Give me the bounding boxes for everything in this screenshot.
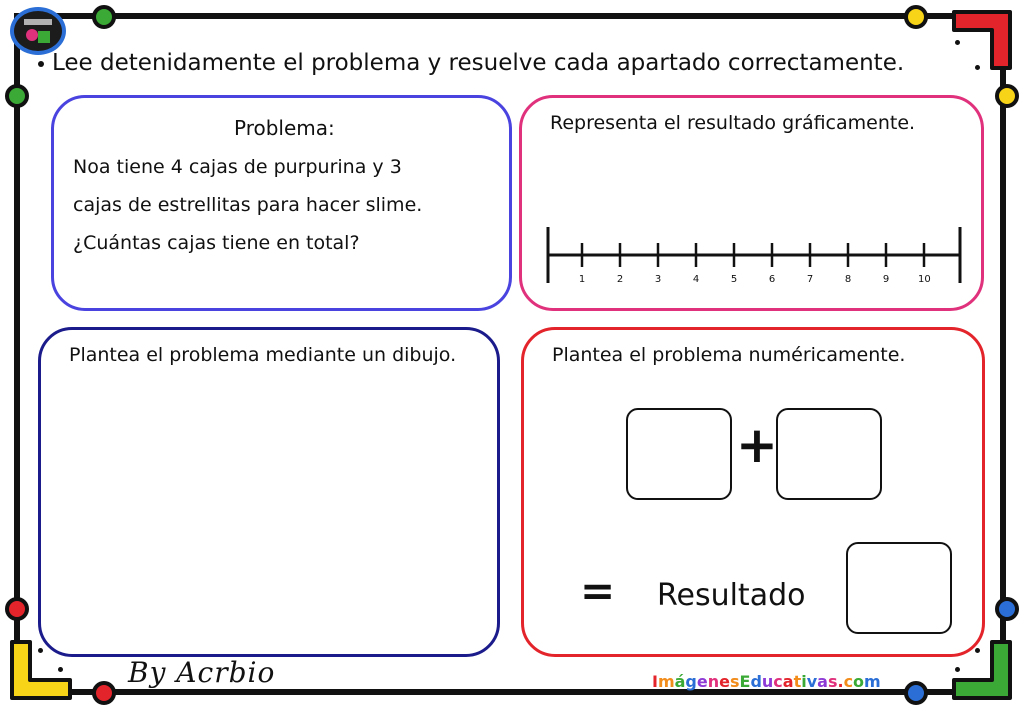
site-letter: e — [696, 672, 708, 691]
number-line-tick-label: 3 — [654, 274, 662, 285]
site-letter: a — [782, 672, 794, 691]
site-letter: á — [674, 672, 686, 691]
number-line-tick-label: 9 — [882, 274, 890, 285]
graph-panel — [519, 95, 984, 311]
decor-dot-blue-bottom — [904, 681, 928, 705]
decor-small-dot — [38, 648, 43, 653]
instruction-label: Lee detenidamente el problema y resuelve cada apartado correctamente. — [52, 50, 905, 76]
number-line — [544, 223, 964, 293]
site-letter: c — [843, 672, 854, 691]
site-letter: c — [773, 672, 783, 691]
number-line-tick-label: 10 — [918, 274, 931, 285]
site-letter: g — [685, 672, 697, 691]
problem-heading: Problema: — [234, 116, 335, 140]
decor-small-dot — [975, 648, 980, 653]
problem-line: ¿Cuántas cajas tiene en total? — [73, 232, 360, 254]
drawing-panel — [38, 327, 500, 657]
site-letter: s — [729, 672, 740, 691]
site-letter: m — [657, 672, 675, 691]
site-letter: n — [707, 672, 720, 691]
decor-dot-green-top — [92, 5, 116, 29]
site-letter: E — [739, 672, 751, 691]
site-letter: m — [864, 672, 881, 691]
decor-dot-yellow-top — [904, 5, 928, 29]
author-logo — [10, 7, 66, 55]
site-letter: . — [837, 672, 844, 691]
site-letter: v — [806, 672, 818, 691]
number-line-tick-label: 6 — [768, 274, 776, 285]
decor-dot-red-bottom — [92, 681, 116, 705]
decor-small-dot — [975, 65, 980, 70]
number-line-tick-label: 7 — [806, 274, 814, 285]
equals-sign: = — [580, 566, 616, 615]
decor-small-dot — [955, 40, 960, 45]
numeric-panel — [521, 327, 985, 657]
site-letter: d — [750, 672, 762, 691]
problem-panel — [51, 95, 512, 311]
site-letter: a — [817, 672, 828, 691]
decor-dot-red-left — [5, 597, 29, 621]
result-box[interactable] — [846, 542, 952, 634]
author-signature: By Acrbio — [128, 656, 276, 689]
site-letter: s — [827, 672, 838, 691]
number-line-tick-label: 8 — [844, 274, 852, 285]
problem-line: Noa tiene 4 cajas de purpurina y 3 — [73, 156, 402, 178]
bullet-icon — [38, 61, 44, 67]
decor-dot-green-left — [5, 84, 29, 108]
addend-box-2[interactable] — [776, 408, 882, 500]
decor-small-dot — [955, 667, 960, 672]
site-letter: o — [853, 672, 865, 691]
site-letter: t — [793, 672, 802, 691]
numeric-heading: Plantea el problema numéricamente. — [552, 344, 906, 366]
result-label: Resultado — [657, 578, 806, 613]
site-letter: e — [719, 672, 730, 691]
decor-small-dot — [58, 667, 63, 672]
site-letter: i — [801, 672, 807, 691]
site-letter: I — [652, 672, 658, 691]
graph-heading: Representa el resultado gráficamente. — [550, 112, 916, 134]
site-letter: u — [761, 672, 774, 691]
number-line-tick-label: 4 — [692, 274, 700, 285]
plus-sign: + — [736, 416, 778, 474]
decor-dot-blue-right — [995, 597, 1019, 621]
drawing-heading: Plantea el problema mediante un dibujo. — [69, 344, 457, 366]
instruction-text — [38, 50, 904, 76]
number-line-tick-label: 5 — [730, 274, 738, 285]
decor-dot-yellow-right — [995, 84, 1019, 108]
number-line-tick-label: 2 — [616, 274, 624, 285]
addend-box-1[interactable] — [626, 408, 732, 500]
problem-line: cajas de estrellitas para hacer slime. — [73, 194, 423, 216]
number-line-tick-label: 1 — [578, 274, 586, 285]
site-watermark — [652, 672, 881, 691]
